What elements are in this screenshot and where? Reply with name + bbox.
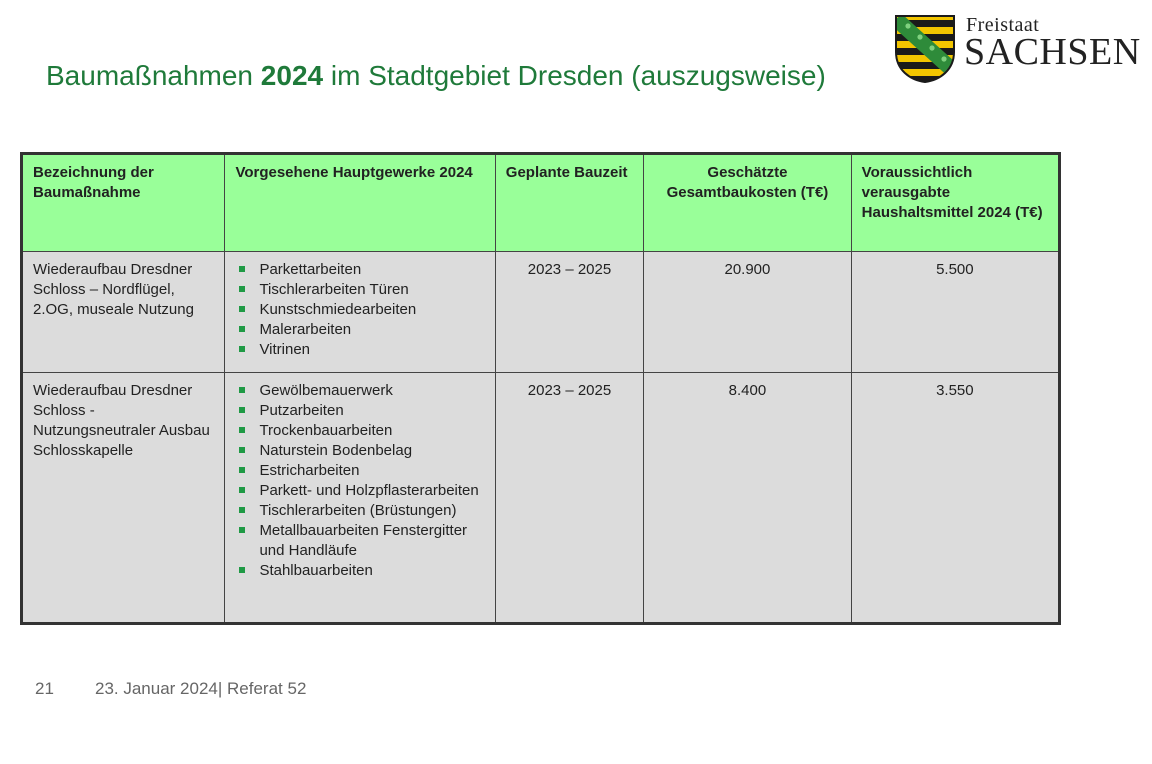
list-item: Metallbauarbeiten Fenstergitter und Handläufe: [259, 521, 484, 561]
row-cost: 8.400: [644, 373, 851, 624]
list-item: Gewölbemauerwerk: [259, 381, 484, 401]
list-item: Parkettarbeiten: [259, 260, 484, 280]
logo-text-sachsen: SACHSEN: [964, 31, 1141, 73]
list-item: Naturstein Bodenbelag: [259, 441, 484, 461]
construction-table: [20, 152, 1061, 625]
trades-list: [235, 381, 484, 581]
table-row: [22, 252, 1060, 373]
title-text: Baumaßnahmen: [46, 60, 261, 91]
table-header-row: [22, 154, 1060, 252]
freistaat-sachsen-logo: [894, 14, 1141, 86]
slide-footer: [35, 679, 306, 699]
page-title: [46, 60, 826, 92]
row-budget: 5.500: [851, 252, 1059, 373]
row-trades: [225, 373, 495, 624]
row-period: 2023 – 2025: [495, 252, 643, 373]
list-item: Tischlerarbeiten Türen: [259, 280, 484, 300]
list-item: Malerarbeiten: [259, 320, 484, 340]
logo-text-freistaat: Freistaat: [966, 14, 1040, 36]
list-item: Trockenbauarbeiten: [259, 421, 484, 441]
list-item: Putzarbeiten: [259, 401, 484, 421]
row-project-name: Wiederaufbau Dresdner Schloss – Nordflügel, 2.OG, museale Nutzung: [22, 252, 225, 373]
list-item: Vitrinen: [259, 340, 484, 360]
row-project-name: Wiederaufbau Dresdner Schloss - Nutzungsneutraler Ausbau Schlosskapelle: [22, 373, 225, 624]
row-cost: 20.900: [644, 252, 851, 373]
row-period: 2023 – 2025: [495, 373, 643, 624]
header-budget: Voraussichtlich verausgabte Haushaltsmittel 2024 (T€): [851, 154, 1059, 252]
saxony-coat-of-arms-icon: [894, 14, 956, 84]
row-budget: 3.550: [851, 373, 1059, 624]
footer-text: 23. Januar 2024| Referat 52: [95, 679, 307, 698]
list-item: Parkett- und Holzpflasterarbeiten: [259, 481, 484, 501]
trades-list: [235, 260, 484, 360]
table-row: [22, 373, 1060, 624]
row-trades: [225, 252, 495, 373]
title-text-rest: im Stadtgebiet Dresden (auszugsweise): [323, 60, 826, 91]
header-trades: Vorgesehene Hauptgewerke 2024: [225, 154, 495, 252]
list-item: Stahlbauarbeiten: [259, 561, 484, 581]
list-item: Tischlerarbeiten (Brüstungen): [259, 501, 484, 521]
title-year: 2024: [260, 60, 324, 91]
header-project: Bezeichnung der Baumaßnahme: [22, 154, 225, 252]
list-item: Kunstschmiedearbeiten: [259, 300, 484, 320]
header-cost: Geschätzte Gesamtbaukosten (T€): [644, 154, 851, 252]
page-number: 21: [35, 679, 54, 698]
list-item: Estricharbeiten: [259, 461, 484, 481]
header-period: Geplante Bauzeit: [495, 154, 643, 252]
